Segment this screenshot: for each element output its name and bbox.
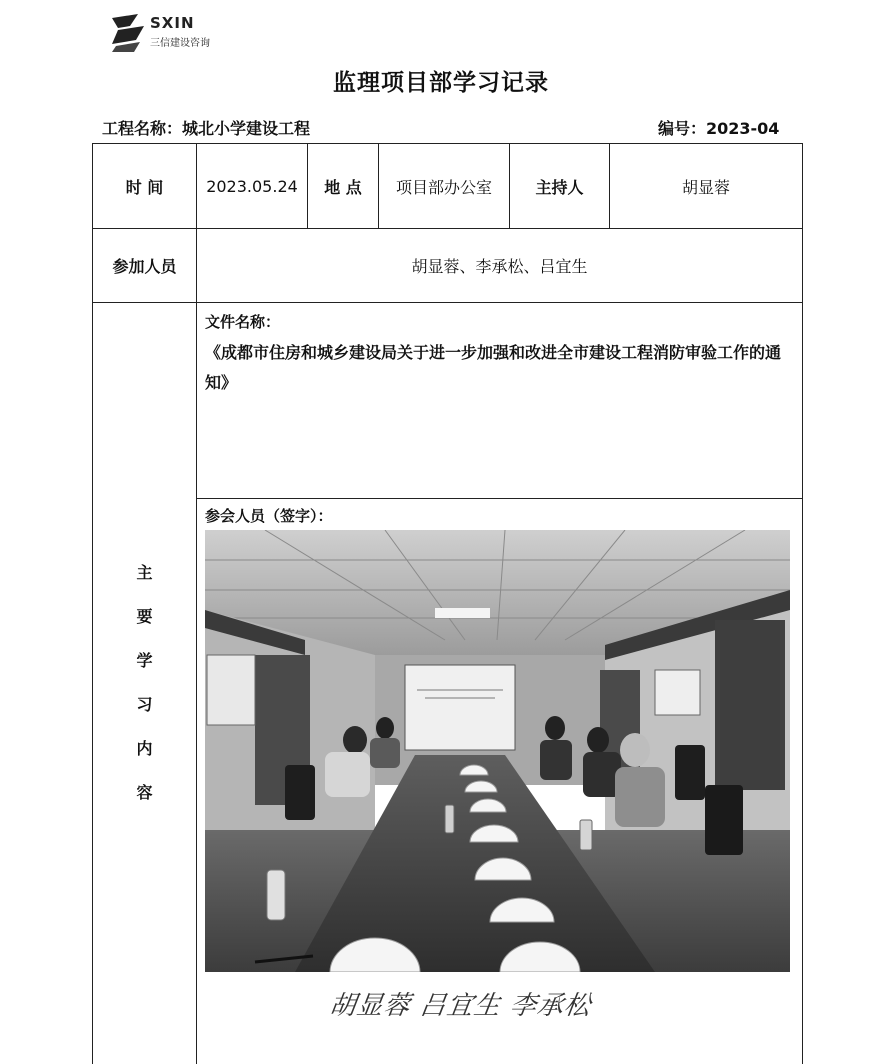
side-char: 主 bbox=[136, 563, 153, 582]
document-number: 编号：2023-04 bbox=[658, 119, 780, 138]
table-row-divider bbox=[92, 302, 803, 303]
signature-label: 参会人员（签字）： bbox=[205, 507, 333, 525]
host-label: 主持人 bbox=[535, 177, 584, 197]
meeting-room-photo bbox=[205, 530, 790, 972]
place-label: 地 点 bbox=[324, 177, 362, 197]
project-name: 工程名称：城北小学建设工程 bbox=[102, 119, 311, 138]
file-name-text: 《成都市住房和城乡建设局关于进一步加强和改进全市建设工程消防审验工作的通知》 bbox=[205, 343, 782, 392]
side-char: 内 bbox=[136, 739, 153, 758]
time-label: 时 间 bbox=[125, 177, 164, 197]
content-side-label bbox=[93, 560, 196, 860]
content-divider bbox=[196, 498, 803, 499]
participants-value: 胡显蓉、李承松、吕宜生 bbox=[411, 257, 588, 276]
side-char: 习 bbox=[136, 695, 153, 714]
time-value: 2023.05.24 bbox=[206, 176, 298, 196]
place-value: 项目部办公室 bbox=[395, 177, 492, 197]
table-border-right bbox=[802, 143, 803, 1064]
side-char: 容 bbox=[136, 783, 153, 802]
side-char: 学 bbox=[136, 651, 153, 670]
host-value: 胡显蓉 bbox=[681, 177, 730, 197]
participants-label: 参加人员 bbox=[112, 257, 177, 276]
file-name-label: 文件名称： bbox=[205, 313, 281, 331]
logo-company-name: 三信建设咨询 bbox=[150, 38, 210, 49]
logo-brand: SXIN bbox=[150, 14, 195, 32]
side-char: 要 bbox=[136, 607, 153, 626]
document-title: 监理项目部学习记录 bbox=[333, 70, 549, 96]
handwritten-signatures: 胡显蓉 吕宜生 李承松 bbox=[327, 991, 594, 1021]
